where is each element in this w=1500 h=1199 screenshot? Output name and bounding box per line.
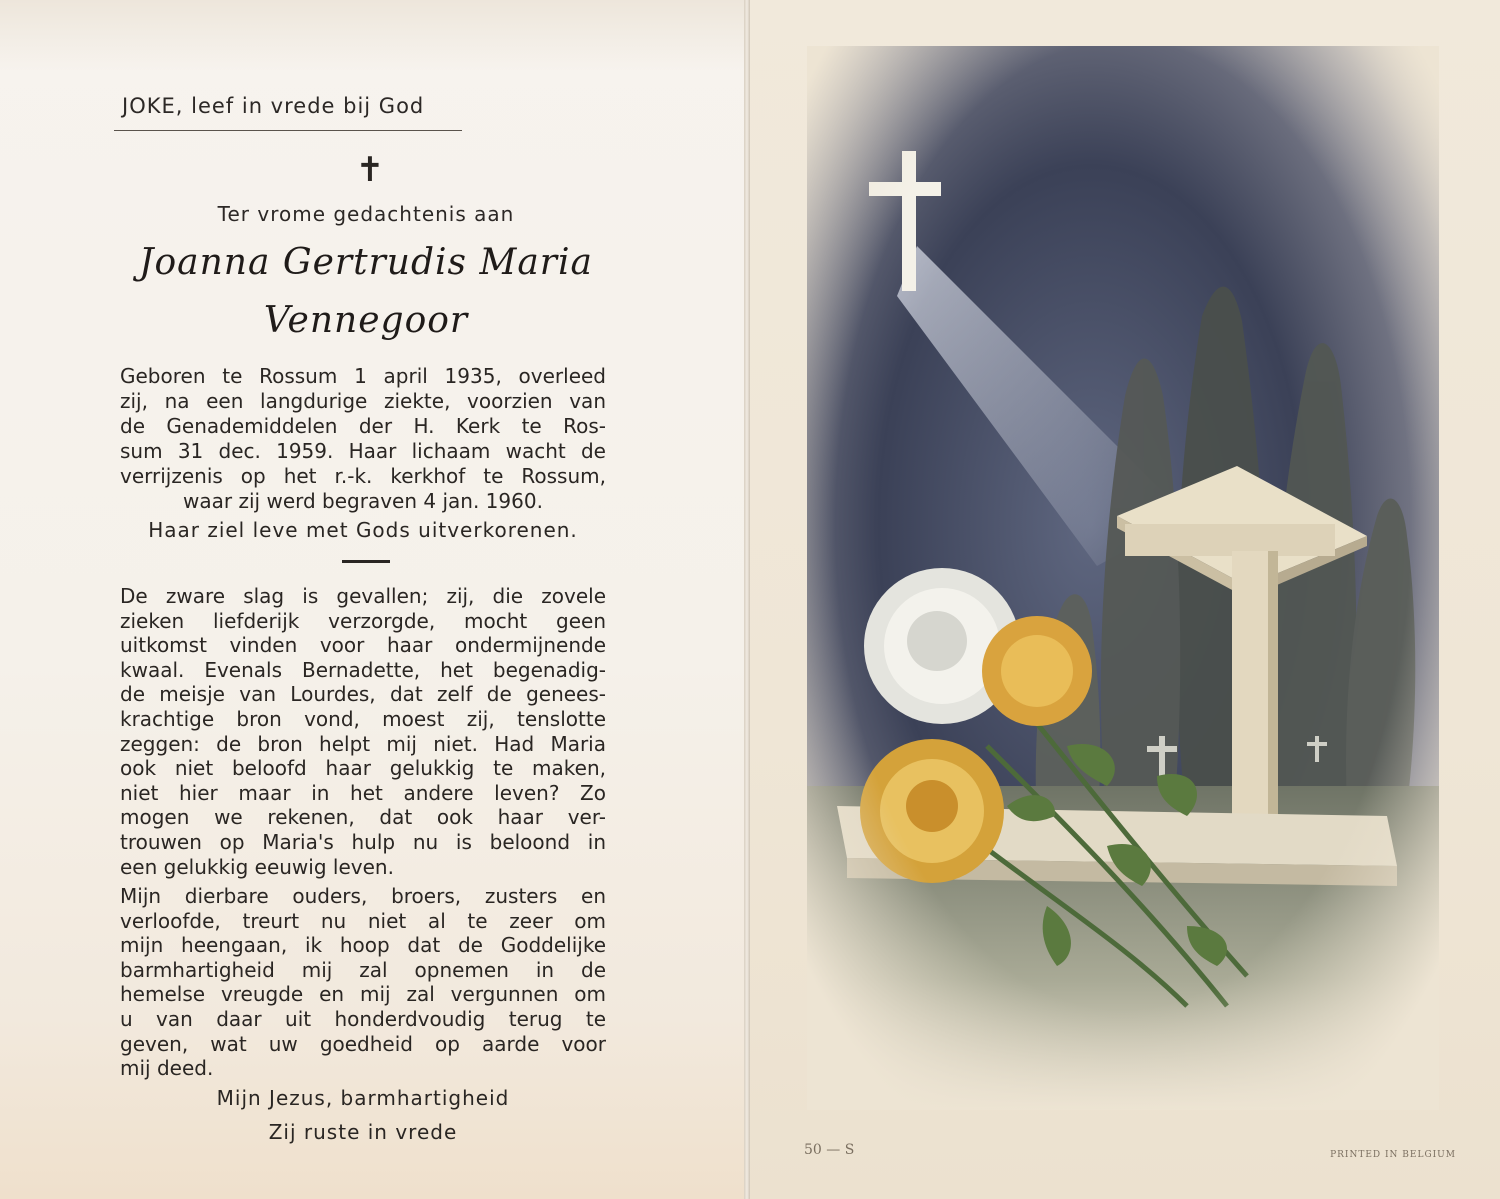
paragraph-line: De zware slag is gevallen; zij, die zovele: [120, 584, 606, 608]
paragraph-line: Mijn dierbare ouders, broers, zusters en: [120, 884, 606, 908]
paragraph-line: mijn heengaan, ik hoop dat de Goddelijke: [120, 933, 606, 958]
bio-line: Geboren te Rossum 1 april 1935, overleed: [120, 364, 606, 388]
paragraph-line: de meisje van Lourdes, dat zelf de genees-: [120, 682, 606, 707]
bio-line: de Genademiddelen der H. Kerk te Ros-: [120, 414, 606, 438]
deceased-name-first: Joanna Gertrudis Maria: [139, 242, 593, 283]
paragraph-line: mogen we rekenen, dat ook haar ver-: [120, 805, 606, 830]
bio-line: sum 31 dec. 1959. Haar lichaam wacht de: [120, 439, 606, 463]
paragraph-line: kwaal. Evenals Bernadette, het begenadig-: [120, 657, 606, 682]
deceased-name-last: Vennegoor: [263, 300, 469, 341]
divider: [342, 560, 390, 563]
paragraph-1: [120, 584, 606, 879]
headline: JOKE, leef in vrede bij God: [122, 94, 425, 118]
bio-line: zij, na een langdurige ziekte, voorzien van: [120, 389, 606, 413]
paragraph-line: een gelukkig eeuwig leven.: [120, 854, 394, 879]
paragraph-line: zeggen: de bron helpt mij niet. Had Maria: [120, 731, 606, 756]
cemetery-illustration: [807, 46, 1439, 1110]
torn-edge: [0, 0, 744, 70]
prayer-text: Haar ziel leve met Gods uitverkorenen.: [148, 518, 578, 542]
paragraph-line: hemelse vreugde en mij zal vergunnen om: [120, 982, 606, 1007]
paragraph-line: u van daar uit honderdvoudig terug te: [120, 1006, 606, 1031]
headline-rule: [114, 130, 462, 131]
illustration-art: [807, 46, 1439, 1110]
closing-rest-in-peace: Zij ruste in vrede: [268, 1120, 458, 1144]
closing-invocation: Mijn Jezus, barmhartigheid: [216, 1086, 510, 1110]
cross-icon: ✝: [355, 150, 385, 190]
bio-line: waar zij werd begraven 4 jan. 1960.: [183, 489, 543, 513]
biography: [120, 364, 606, 514]
bio-line: verrijzenis op het r.-k. kerkhof te Rossum,: [120, 464, 606, 488]
paragraph-line: trouwen op Maria's hulp nu is beloond in: [120, 829, 606, 854]
paragraph-line: zieken liefderijk verzorgde, mocht geen: [120, 608, 606, 633]
intro-text: Ter vrome gedachtenis aan: [217, 202, 515, 226]
paragraph-line: mij deed.: [120, 1056, 214, 1081]
paragraph-line: ook niet beloofd haar gelukkig te maken,: [120, 756, 606, 781]
paragraph-line: barmhartigheid mij zal opnemen in de: [120, 957, 606, 982]
paragraph-line: niet hier maar in het andere leven? Zo: [120, 780, 606, 805]
paragraph-line: geven, wat uw goedheid op aarde voor: [120, 1031, 606, 1056]
paragraph-line: krachtige bron vond, moest zij, tenslotte: [120, 706, 606, 731]
paragraph-line: verloofde, treurt nu niet al te zeer om: [120, 908, 606, 933]
printer-note: PRINTED IN BELGIUM: [1330, 1150, 1456, 1160]
paragraph-2: [120, 884, 606, 1081]
card-number: 50 — S: [804, 1142, 855, 1158]
left-page: [0, 0, 744, 1199]
paragraph-line: uitkomst vinden voor haar ondermijnende: [120, 633, 606, 658]
